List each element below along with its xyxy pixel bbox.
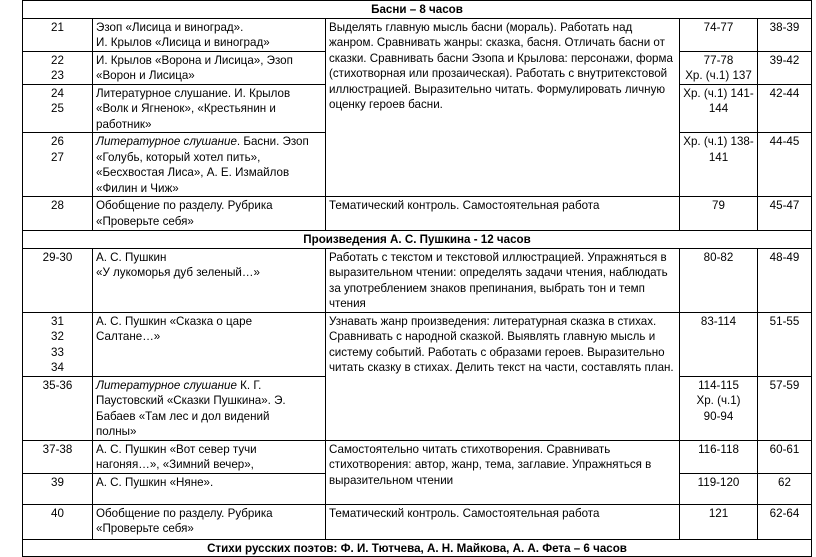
lesson-number: 26 27: [23, 133, 93, 197]
lesson-topic: Обобщение по разделу. Рубрика «Проверьте себя»: [93, 504, 326, 539]
table-row: [23, 248, 812, 312]
lesson-number: 29-30: [23, 248, 93, 312]
textbook-pages: 119-120: [680, 473, 758, 504]
lesson-number: 24 25: [23, 84, 93, 133]
workbook-pages: 60-61: [758, 440, 812, 473]
table-row: [23, 504, 812, 539]
lesson-number: 39: [23, 473, 93, 504]
lesson-number: 22 23: [23, 51, 93, 84]
workbook-pages: 51-55: [758, 312, 812, 376]
textbook-pages: 116-118: [680, 440, 758, 473]
lesson-number: 37-38: [23, 440, 93, 473]
table-row: [23, 312, 812, 376]
table-row: [23, 440, 812, 473]
lesson-topic: Обобщение по разделу. Рубрика «Проверьте себя»: [93, 197, 326, 231]
activity-cell: Самостоятельно читать стихотворения. Сравнивать стихотворения: автор, жанр, тема, заглавие. Упражняться в выразительном чтении: [326, 440, 680, 504]
section-title: Басни – 8 часов: [23, 1, 812, 19]
lesson-topic: Литературное слушание. И. Крылов «Волк и Ягненок», «Крестьянин и работник»: [93, 84, 326, 133]
lesson-number: 35-36: [23, 376, 93, 440]
lesson-topic: А. С. Пушкин «У лукоморья дуб зеленый…»: [93, 248, 326, 312]
section-title: Произведения А. С. Пушкина - 12 часов: [23, 231, 812, 249]
lesson-number: 28: [23, 197, 93, 231]
workbook-pages: 42-44: [758, 84, 812, 133]
textbook-pages: 83-114: [680, 312, 758, 376]
textbook-pages: 80-82: [680, 248, 758, 312]
section-header-row: [23, 231, 812, 249]
workbook-pages: 38-39: [758, 18, 812, 51]
lesson-topic: А. С. Пушкин «Вот север тучи нагоняя…», «Зимний вечер»,: [93, 440, 326, 473]
section-header-row: [23, 539, 812, 557]
workbook-pages: 48-49: [758, 248, 812, 312]
activity-cell: Узнавать жанр произведения: литературная сказка в стихах. Сравнивать с народной сказкой. Выявлять главную мысль и систему событий. Работать с образами героев. Выразительно читать сказку в стихах. Делить текст на части, составлять план.: [326, 312, 680, 440]
lesson-topic: А. С. Пушкин «Сказка о царе Салтане…»: [93, 312, 326, 376]
textbook-pages: 121: [680, 504, 758, 539]
activity-cell: Тематический контроль. Самостоятельная работа: [326, 504, 680, 539]
workbook-pages: 44-45: [758, 133, 812, 197]
table-row: [23, 197, 812, 231]
lesson-topic: Литературное слушание. Басни. Эзоп «Голубь, который хотел пить», «Бесхвостая Лиса», А. Е. Измайлов «Филин и Чиж»: [93, 133, 326, 197]
lesson-topic: А. С. Пушкин «Няне».: [93, 473, 326, 504]
workbook-pages: 62: [758, 473, 812, 504]
textbook-pages: Хр. (ч.1) 141- 144: [680, 84, 758, 133]
workbook-pages: 45-47: [758, 197, 812, 231]
activity-cell: Тематический контроль. Самостоятельная работа: [326, 197, 680, 231]
activity-cell: Выделять главную мысль басни (мораль). Работать над жанром. Сравнивать жанры: сказка, басня. Отличать басни от сказки. Сравнивать басни Эзопа и Крылова: персонажи, форма (стихотворная или прозаическая). Работать с внутритекстовой иллюстрацией. Выразительно читать. Формулировать личную оценку героев басни.: [326, 18, 680, 197]
lesson-number: 21: [23, 18, 93, 51]
section-title: Стихи русских поэтов: Ф. И. Тютчева, А. Н. Майкова, А. А. Фета – 6 часов: [23, 539, 812, 557]
workbook-pages: 62-64: [758, 504, 812, 539]
lesson-number: 31 32 33 34: [23, 312, 93, 376]
textbook-pages: 79: [680, 197, 758, 231]
workbook-pages: 57-59: [758, 376, 812, 440]
textbook-pages: 77-78 Хр. (ч.1) 137: [680, 51, 758, 84]
workbook-pages: 39-42: [758, 51, 812, 84]
textbook-pages: 114-115 Хр. (ч.1) 90-94: [680, 376, 758, 440]
section-header-row: [23, 1, 812, 19]
textbook-pages: 74-77: [680, 18, 758, 51]
activity-cell: Работать с текстом и текстовой иллюстрацией. Упражняться в выразительном чтении: определять задачи чтения, наблюдать за употреблением знаков препинания, выбрать тон и темп чтения: [326, 248, 680, 312]
lesson-topic: И. Крылов «Ворона и Лисица», Эзоп «Ворон и Лисица»: [93, 51, 326, 84]
lesson-number: 40: [23, 504, 93, 539]
lesson-topic: Эзоп «Лисица и виноград». И. Крылов «Лисица и виноград»: [93, 18, 326, 51]
table-row: [23, 18, 812, 51]
textbook-pages: Хр. (ч.1) 138- 141: [680, 133, 758, 197]
lesson-plan-table: [22, 0, 812, 557]
lesson-topic: Литературное слушание К. Г. Паустовский «Сказки Пушкина». Э. Бабаев «Там лес и дол видений полны»: [93, 376, 326, 440]
